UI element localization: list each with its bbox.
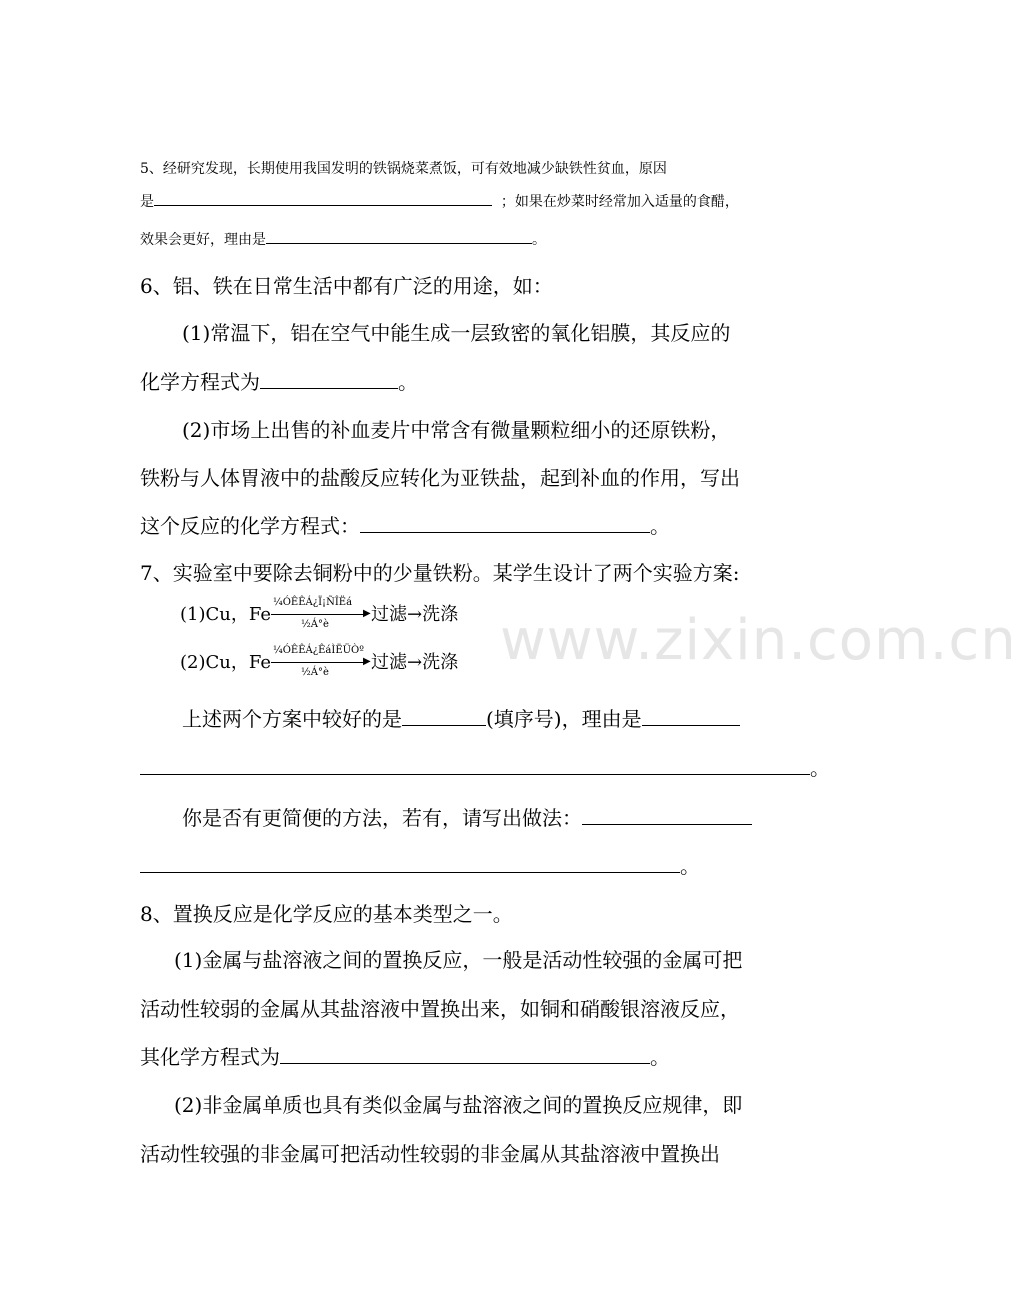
q8-p1-line-1: (1)金属与盐溶液之间的置换反应，一般是活动性较强的金属可把 xyxy=(174,948,743,972)
q8-p2-line-2: 活动性较强的非金属可把活动性较弱的非金属从其盐溶液中置换出 xyxy=(140,1142,720,1166)
q6-text: 。 xyxy=(650,514,670,538)
q7-question-2 xyxy=(182,802,752,831)
scheme-1-condition: ½Á°è xyxy=(301,619,329,630)
q7-answer-blank-3[interactable] xyxy=(140,773,810,775)
q5-text: 效果会更好，理由是 xyxy=(140,232,266,248)
q7-answer-blank-2[interactable] xyxy=(642,724,740,726)
q6-p1-line-1: (1)常温下，铝在空气中能生成一层致密的氧化铝膜，其反应的 xyxy=(182,321,731,345)
q7-answer-blank-5[interactable] xyxy=(140,871,680,873)
q5-answer-blank-2[interactable] xyxy=(266,242,532,244)
q7-text: 。 xyxy=(810,756,830,780)
q7-text: 上述两个方案中较好的是 xyxy=(182,707,402,731)
q8-title: 8、置换反应是化学反应的基本类型之一。 xyxy=(140,902,513,926)
q6-answer-blank-1[interactable] xyxy=(260,387,398,389)
q5-answer-blank-1[interactable] xyxy=(154,204,492,206)
q6-text: 化学方程式为 xyxy=(140,370,260,394)
q8-text: 其化学方程式为 xyxy=(140,1045,280,1069)
q5-line-2 xyxy=(140,191,739,211)
q8-answer-blank-1[interactable] xyxy=(280,1062,650,1064)
q5-text: ；如果在炒菜时经常加入适量的食醋， xyxy=(500,194,739,210)
watermark: www.zixin.com.cn xyxy=(500,608,1017,673)
scheme-1-reagent: ¼ÓÊÊÁ¿Ï¡ÑÎËá xyxy=(273,597,353,608)
q8-p1-line-3 xyxy=(140,1041,670,1070)
q7-text: 你是否有更简便的方法，若有，请写出做法： xyxy=(182,806,582,830)
scheme-1-arrow xyxy=(271,597,371,630)
arrow-head-icon: ▶ xyxy=(363,656,371,667)
q6-title: 6、铝、铁在日常生活中都有广泛的用途，如： xyxy=(140,274,553,298)
q7-scheme-2 xyxy=(180,645,459,678)
q6-p2-line-3 xyxy=(140,510,670,539)
scheme-1-reactants: (1)Cu，Fe xyxy=(180,604,272,625)
scheme-2-steps: 过滤→洗涤 xyxy=(371,652,459,673)
q7-answer-line xyxy=(140,752,830,781)
q5-line-1: 5、经研究发现，长期使用我国发明的铁锅烧菜煮饭，可有效地减少缺铁性贫血，原因 xyxy=(140,161,667,177)
q6-text: 。 xyxy=(398,370,418,394)
q8-p2-line-1: (2)非金属单质也具有类似金属与盐溶液之间的置换反应规律，即 xyxy=(174,1093,743,1117)
q6-answer-blank-2[interactable] xyxy=(360,531,650,533)
q5-text: 是 xyxy=(140,194,154,210)
q6-p1-line-2 xyxy=(140,366,418,395)
q8-p1-line-2: 活动性较弱的金属从其盐溶液中置换出来，如铜和硝酸银溶液反应， xyxy=(140,997,740,1021)
q7-answer-line-2 xyxy=(140,850,700,879)
q7-text: (填序号)，理由是 xyxy=(486,707,642,731)
scheme-1-steps: 过滤→洗涤 xyxy=(371,604,459,625)
q7-text: 。 xyxy=(680,854,700,878)
q7-answer-blank-4[interactable] xyxy=(582,823,752,825)
q7-scheme-1 xyxy=(180,597,459,630)
q5-line-3 xyxy=(140,229,546,249)
scheme-2-reactants: (2)Cu，Fe xyxy=(180,652,272,673)
q5-text: 。 xyxy=(532,232,546,248)
arrow-head-icon: ▶ xyxy=(363,608,371,619)
q6-p2-line-2: 铁粉与人体胃液中的盐酸反应转化为亚铁盐，起到补血的作用，写出 xyxy=(140,466,740,490)
scheme-2-condition: ½Á°è xyxy=(301,667,329,678)
q6-text: 这个反应的化学方程式： xyxy=(140,514,360,538)
scheme-2-reagent: ¼ÓÊÊÁ¿ÊáÌËÜÒº xyxy=(273,645,364,656)
scheme-2-arrow xyxy=(271,645,371,678)
q7-answer-blank-1[interactable] xyxy=(402,724,486,726)
q7-title: 7、实验室中要除去铜粉中的少量铁粉。某学生设计了两个实验方案: xyxy=(140,561,740,585)
q7-question-1 xyxy=(182,703,740,732)
q8-text: 。 xyxy=(650,1045,670,1069)
q6-p2-line-1: (2)市场上出售的补血麦片中常含有微量颗粒细小的还原铁粉， xyxy=(182,418,731,442)
